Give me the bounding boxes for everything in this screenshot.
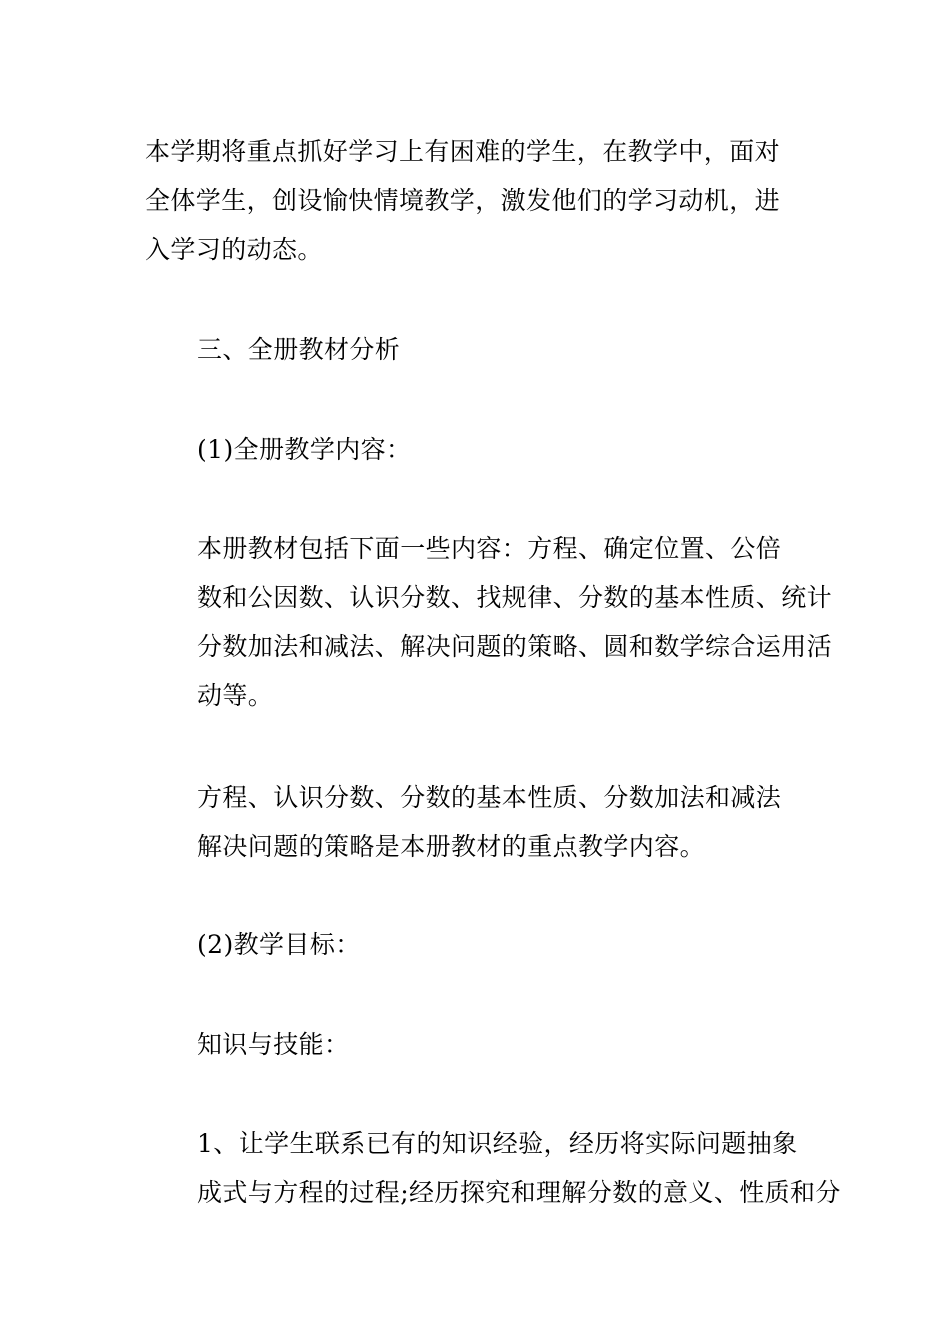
text-line: (2)教学目标： [197,930,361,959]
text-line: 分数加法和减法、解决问题的策略、圆和数学综合运用活 [197,632,833,661]
text-line: 入学习的动态。 [145,235,323,264]
text-line: 方程、认识分数、分数的基本性质、分数加法和减法 [197,783,782,812]
text-line: 全体学生，创设愉快情境教学，激发他们的学习动机，进 [145,186,781,215]
subheading-knowledge-skills [145,1020,810,1069]
text-line: 1、让学生联系已有的知识经验，经历将实际问题抽象 [197,1129,798,1158]
text-line: 成式与方程的过程;经历探究和理解分数的意义、性质和分 [197,1178,841,1207]
paragraph-textbook-contents [145,524,833,720]
subheading-teaching-goals [145,920,810,969]
text-line: 本学期将重点抓好学习上有困难的学生，在教学中，面对 [145,137,781,166]
paragraph-key-content [145,773,810,871]
paragraph-goal-item-1 [145,1119,841,1217]
text-line: (1)全册教学内容： [197,435,412,464]
text-line: 知识与技能： [197,1030,350,1059]
text-line: 解决问题的策略是本册教材的重点教学内容。 [197,832,706,861]
text-line: 数和公因数、认识分数、找规律、分数的基本性质、统计 [197,583,833,612]
section-heading-textbook-analysis [145,325,810,374]
text-line: 动等。 [197,681,274,710]
text-line: 三、全册教材分析 [197,335,401,364]
text-line: 本册教材包括下面一些内容：方程、确定位置、公倍 [197,534,782,563]
subheading-teaching-content [145,425,810,474]
paragraph-students-focus [145,127,810,274]
